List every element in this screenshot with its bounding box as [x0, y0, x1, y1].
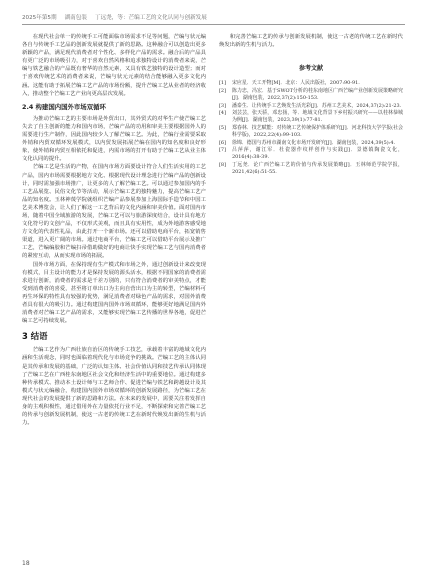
right-column [219, 33, 403, 177]
reference-item [219, 110, 403, 125]
reference-number: [1] [219, 80, 226, 87]
reference-number: [3] [219, 102, 226, 109]
reference-number: [4] [219, 109, 226, 116]
paragraph-continuation: 和完善芒编工艺的传承与创新发展机制，使这一古老的传统工艺在新时代焕发出新的生机与活力。 [219, 34, 403, 49]
section-heading-conclusion: 3 结语 [22, 331, 48, 342]
paragraph: 芒编工艺是生活的产物，在国内市场方面要设计符合人们生活实用的工艺产品，国内市场需要根据地方文化、根据现代设计理念进行芒编产品的创新设计，同时需加强市场推广，让更多的人了解芒编工艺。可以通过参加国内的手工艺品展览、民俗文化节等活动，展示芒编工艺的独特魅力，提高芒编工艺产品的知名度。玉林神蔑学院就组织芒编产品参展参加上海国际手造节和中国工艺美术博览会，让人们了解这一工艺背后的文化内涵和审美价值。面对国内市场，随着中国全域旅游的发展，芒编工艺可以与旅游深度结合，设计具有地方文化符号的文创产品，不仅形式美观，而且具有实用性，成为外地游客感受地方文化的代表性礼品，由此打开一个新市场。还可以借助电商平台，拓宽销售渠道，进入更广阔的市场。通过电商平台，芒编工艺可以借助平台展示及推广工艺，芒编编胶和芒编扫帚借助做好的电商让快手实现芒编工艺与国内消费者的紧密互动，从而实现市场的拓展。 [22, 164, 206, 260]
reference-item [219, 88, 403, 103]
paragraph: 芒编工艺作为广西壮族自治区的传统手工技艺，承载着丰富的地域文化内涵和生活观念，同时也面临着现代化与市场竞争的挑战。芒编工艺的主体认同是其传承和发展的基础，广泛的认知主体、社会价值认同和技艺传承认同体现了芒编工艺在广西桂东南地区社会文化和经济生活中的重要地位。通过构建多种传承模式、推动本土设计师与工艺师合作、促进芒编与铁艺和跨越设计及其模式与状元编融合，构建国内国外市场双循环的创新发展路径，为芒编工艺在现代社会的发展提供了新的思路和方法。在未来的发展中，需要关注着发挥自身的主观积极性，通过借用外在力量依托行业不足，不断探索和完善芒编工艺的传承与创新发展机制，使这一古老的传统工艺在新时代焕发出新的生机与活力。 [22, 347, 206, 427]
reference-text: 吕萍萍，谢江军．杜瓷器作纹样创作与实践[J]．景德镇陶瓷文化，2016(4):38-39. [232, 146, 403, 161]
reference-text: 潘泰生．让传统手工艺焕发生活光彩[J]．苏州工艺美术，2024,37(2):21-23. [232, 102, 402, 109]
reference-number: [2] [219, 87, 226, 94]
reference-number: [8] [219, 161, 226, 168]
reference-text: 陈力忠，冯宏．基于SWOT分析的桂东南地区广西芒编产业创新发展策略研究[J]．湖南包装，2022,37(2):150-153. [232, 87, 403, 102]
reference-item [219, 103, 403, 110]
reference-text: 丁远尧．论广西芒编工艺的价值与传承发展策略[J]．玉林师范学院学报，2021,42(6):51-55. [232, 161, 403, 176]
reference-text: 刘芸芸，张天骄，邓忠扬，等．地域文化背景下乡村振兴研究——以桂林恭城为例[J]．湖南包装，2023,39(1):77-81. [232, 109, 403, 124]
reference-text: 徐锦．德国与苏州市湖南文化市场开发研究[J]．湖南包装，2024,39(5):4. [232, 139, 396, 146]
header-journal: 湖南包装 [64, 15, 87, 21]
reference-text: 郑春林．技艺赋能：对传统工艺传统保护体系研究[J]．河北科技大学学报(社会科学版)，2022,22(4):99-103. [232, 124, 403, 139]
running-header [22, 10, 405, 25]
reference-number: [7] [219, 146, 226, 153]
paragraph: 为推动芒编工艺的主要市场是外贸出口，其外贸式的对华生产使芒编工艺失去了自主创新的能力和国内市场，芒编产品的功用和审美主要根据国外人的需要进行生产制作，因此国内较少人了解芒编工艺。为此，芒编行业需要采取外销和内贸双循环发展模式，以内贸发展拓展芒编在国内的知名度和良好形象，使外销和内贸互相依托和促进，内需市场的打开有助于芒编工艺从业主体文化认同的提升。 [22, 115, 206, 163]
reference-text: 宋应星．天工开物[M]．北京：人民出版社，2007:90-91. [232, 80, 360, 87]
reference-item [219, 80, 403, 87]
reference-item [219, 125, 403, 140]
reference-item [219, 162, 403, 177]
header-issue: 2025年第5期 [22, 15, 57, 21]
paragraph: 国外市场方面，在保持现有生产模式和市场之外，通过创新设计来改变现有模式，目主设计的能力才是保持发展的源头活水，根据不同国家的消费者需求进行创新，消费者的需求是千差万别的，只有符合消费者的审美特点，才能受到消费者的喜爱，甚至将订单出口为主向自营出口为主的转型，芒编材料可再生环保的特性具有较强的优势，满足消费者对绿色产品的需求，对国外消费者具有很大的吸引力。通过构建国内国外市场双循环，能够更好地满足国内外消费者对芒编工艺产品的需求，又能够实现芒编工艺传播的世界各地，促进芒编工艺可持续发展。 [22, 261, 206, 325]
reference-number: [5] [219, 124, 226, 131]
reference-item [219, 140, 403, 147]
paragraph: 在现代社会单一的传统手工可能面临市场需求不足等问题，芒编与状元编各自与传统手工艺品的创新发展就提供了新的思路。这种融合可以创造出更多新颖的产品，满足现代消费者对个性化、多样化产品的需求。融合后的产品具有更广泛的市场吸引力，对于喜欢自然风格和追求独特设计的消费者来说，芒编与铁艺融合的产品既有奢华的自然元素，又具有铁艺独特的设计造型；而对于喜欢传统艺术的消费者来说，芒编与状元元素的结合能够融入更多文化内涵。这能有助于拓展芒编工艺产品的市场份额，提升芒编工艺从业者的经济收入，推动整个芒编工艺产业向更高层次发展。 [22, 34, 206, 97]
references-title: 参考文献 [298, 65, 323, 73]
page-number: 18 [22, 560, 30, 567]
left-column [22, 33, 206, 427]
reference-number: [6] [219, 139, 226, 146]
reference-list [219, 80, 403, 176]
reference-item [219, 147, 403, 162]
header-article-title: 丁远尧，等：芒编工艺的文化认同与创新发展 [94, 15, 207, 21]
section-heading-2-4: 2.4 构建国内国外市场双循环 [22, 102, 106, 111]
